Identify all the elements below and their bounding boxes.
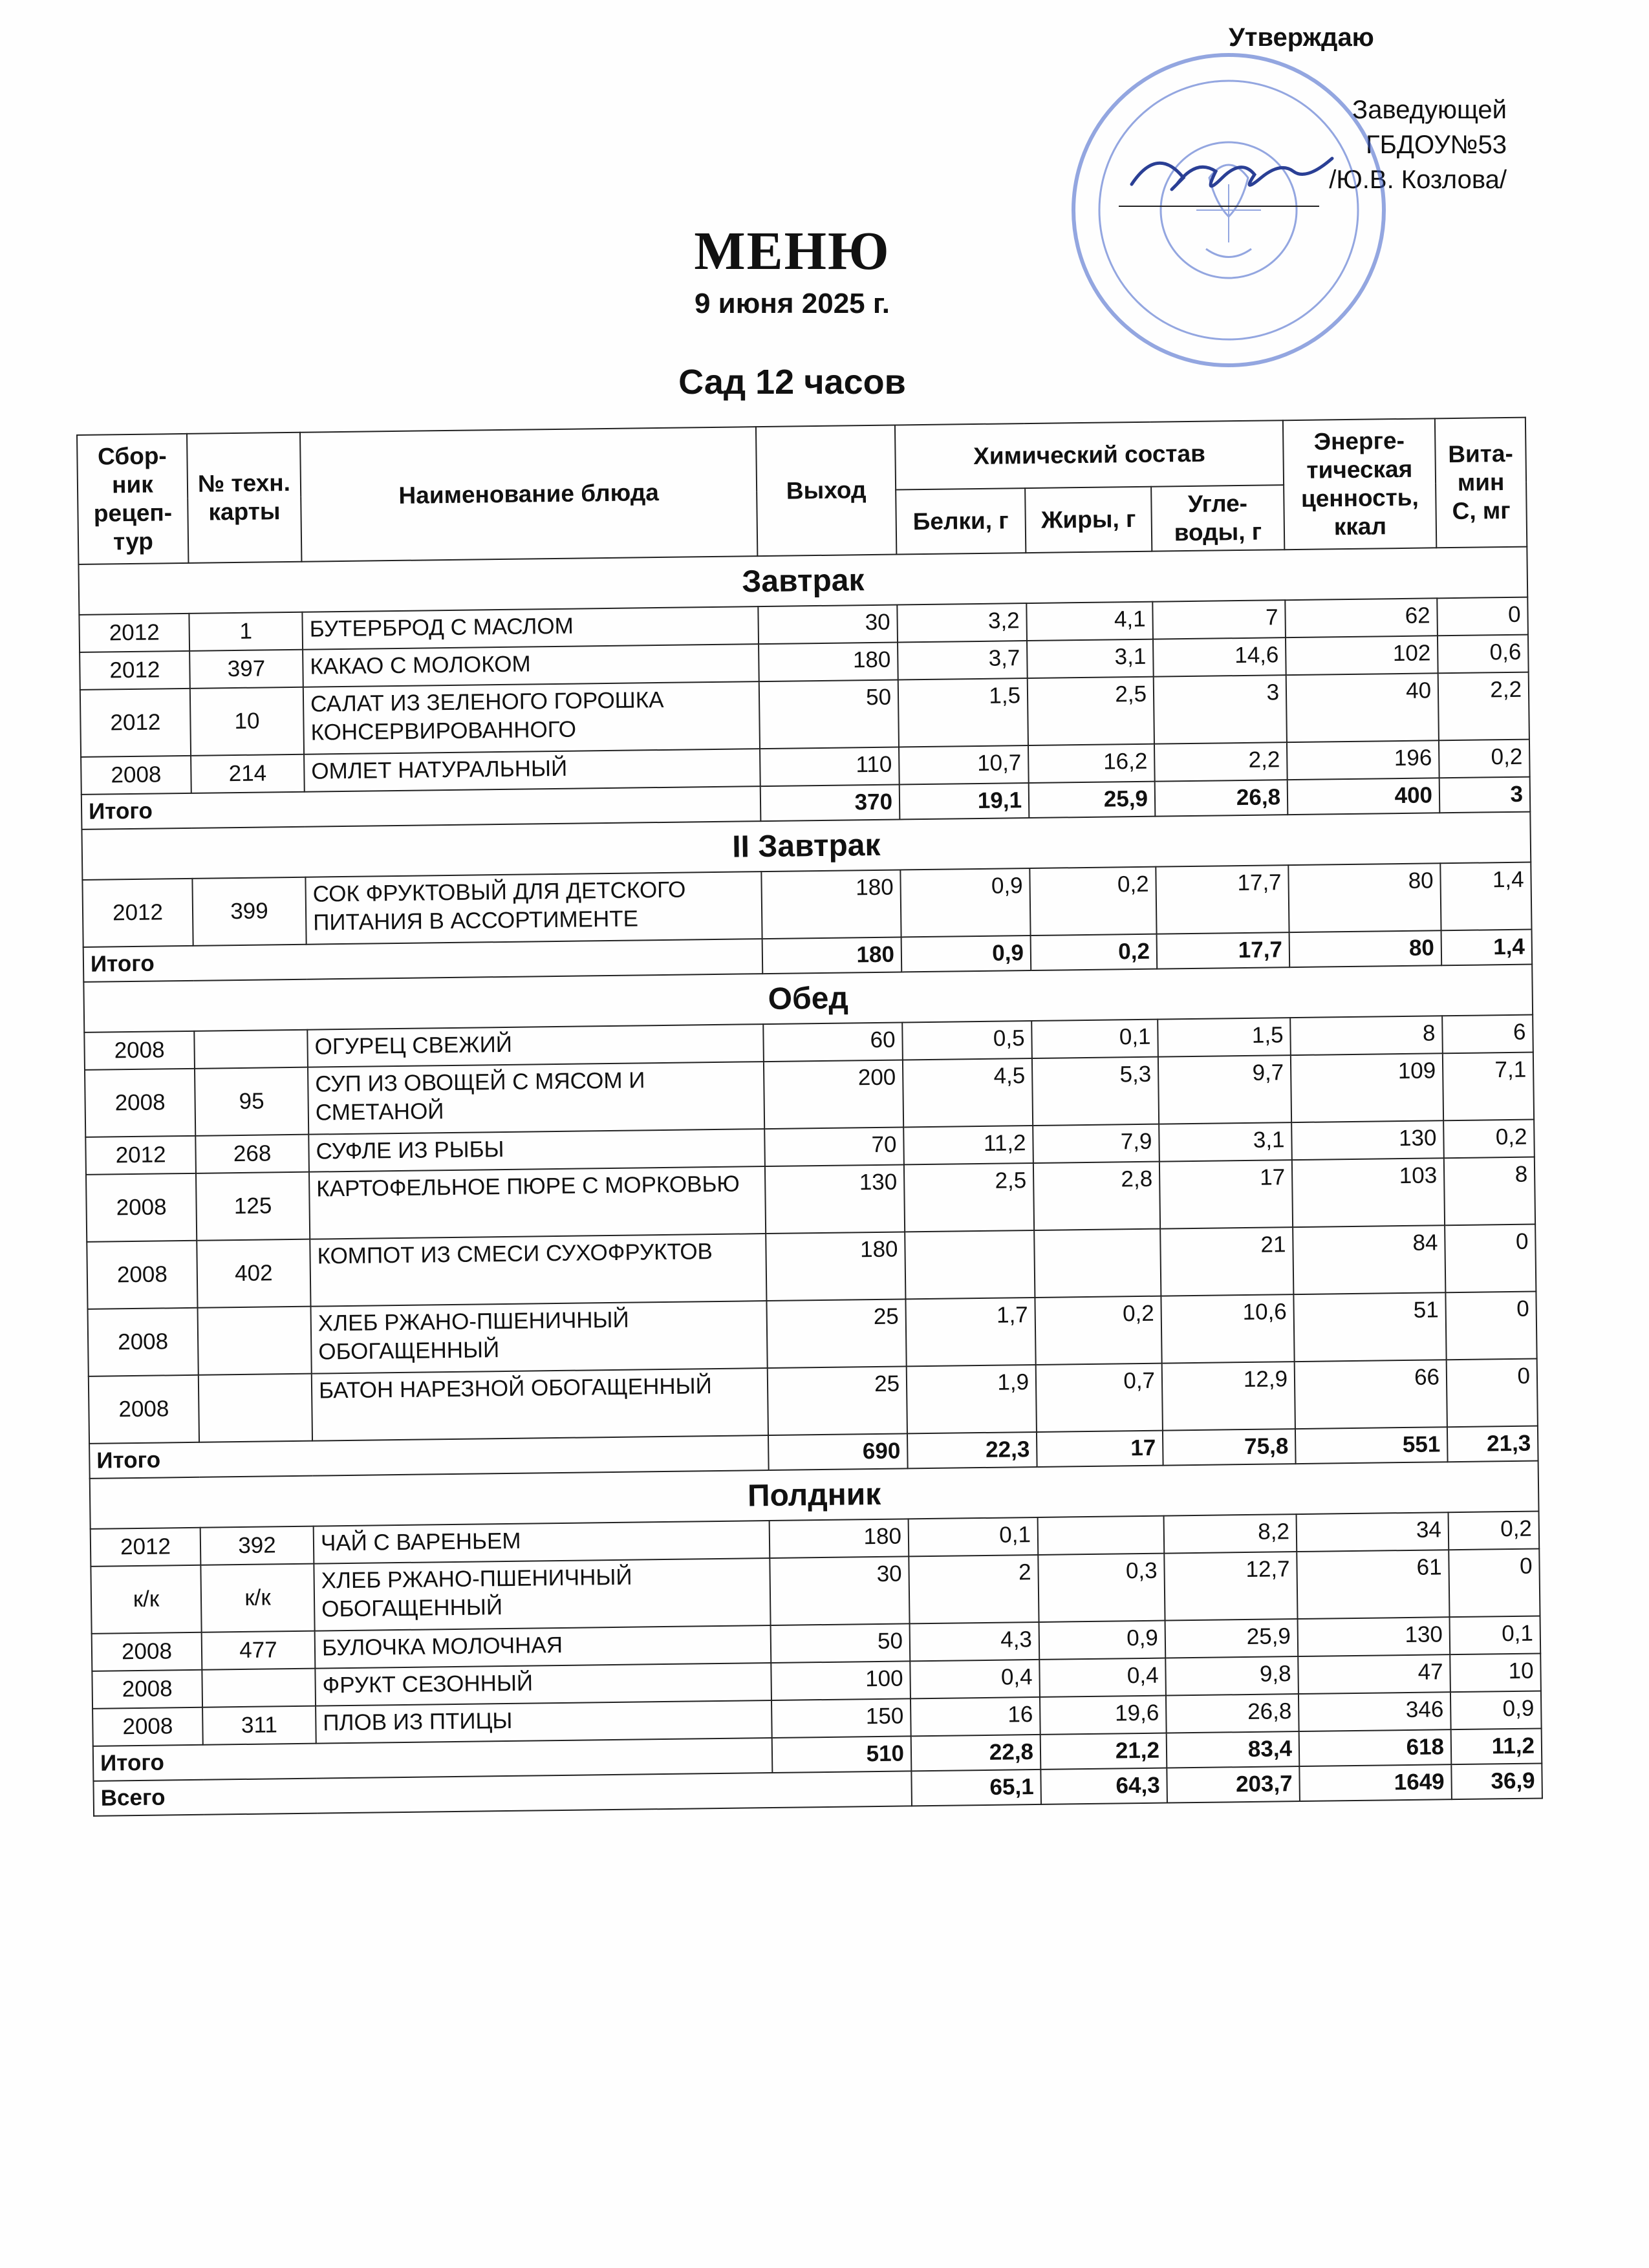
fat-cell: 19,6 [1040,1696,1167,1735]
collection-cell: 2008 [92,1632,202,1671]
section-title: Полдник [90,1461,1539,1529]
total-energy: 400 [1288,778,1440,815]
protein-cell: 0,1 [909,1517,1039,1556]
section-title: Обед [83,965,1533,1032]
section-title: Завтрак [78,547,1527,615]
total-portion: 370 [760,784,900,821]
total-protein: 22,3 [907,1432,1037,1468]
energy-cell: 8 [1290,1016,1443,1055]
carbs-cell: 9,7 [1158,1055,1291,1124]
vitamin-cell: 2,2 [1438,672,1529,741]
collection-cell: 2012 [91,1528,201,1567]
energy-cell: 47 [1298,1654,1450,1694]
total-protein: 19,1 [900,783,1029,819]
collection-cell: 2008 [92,1670,202,1709]
protein-cell: 4,5 [903,1058,1033,1127]
protein-cell: 3,2 [897,603,1027,642]
approval-organization: ГБДОУ№53 [1365,131,1507,159]
vitamin-cell: 0,2 [1443,1120,1535,1159]
grand-total-protein: 65,1 [911,1770,1041,1806]
collection-cell: 2008 [84,1031,195,1070]
carbs-cell: 12,7 [1164,1552,1297,1620]
dish-name-cell: БУЛОЧКА МОЛОЧНАЯ [315,1625,771,1669]
protein-cell: 2,5 [904,1163,1034,1232]
fat-cell: 3,1 [1027,639,1154,678]
carbs-cell: 25,9 [1165,1619,1299,1658]
dish-name-cell: КОМПОТ ИЗ СМЕСИ СУХОФРУКТОВ [310,1234,766,1307]
portion-cell: 50 [771,1623,911,1663]
carbs-cell: 17 [1159,1160,1293,1228]
total-label: Итого [89,1435,769,1479]
grand-total-fat: 64,3 [1040,1768,1167,1804]
energy-cell: 109 [1291,1053,1443,1122]
total-carbs: 75,8 [1163,1429,1296,1466]
fat-cell: 0,4 [1039,1658,1166,1697]
total-carbs: 26,8 [1155,780,1288,817]
carbs-cell: 3,1 [1159,1122,1292,1162]
total-label: Итого [83,939,763,982]
vitamin-cell: 0 [1449,1548,1540,1617]
total-protein: 22,8 [911,1735,1041,1771]
grand-total-vitamin: 36,9 [1451,1763,1542,1799]
official-stamp [1067,48,1390,372]
fat-cell [1034,1229,1161,1298]
carbs-cell: 2,2 [1154,742,1288,782]
dish-name-cell: ХЛЕБ РЖАНО-ПШЕНИЧНЫЙ ОБОГАЩЕННЫЙ [311,1301,768,1374]
total-fat: 25,9 [1029,782,1156,818]
fat-cell: 0,1 [1031,1020,1158,1058]
portion-cell: 100 [771,1661,911,1700]
dish-name-cell: ФРУКТ СЕЗОННЫЙ [315,1663,771,1706]
carbs-cell: 26,8 [1166,1694,1299,1733]
fat-cell: 7,9 [1033,1124,1159,1163]
protein-cell: 10,7 [899,745,1029,784]
carbs-cell: 14,6 [1153,637,1286,677]
document-date: 9 июня 2025 г. [694,288,890,319]
header-dish: Наименование блюда [300,427,757,562]
carbs-cell: 21 [1160,1227,1293,1296]
card-cell: 402 [197,1239,310,1308]
total-fat: 21,2 [1040,1733,1167,1770]
vitamin-cell: 0 [1445,1292,1536,1360]
approval-heading: Утверждаю [1229,23,1374,52]
energy-cell: 102 [1286,636,1438,675]
vitamin-cell: 0 [1447,1359,1538,1428]
fat-cell: 16,2 [1028,744,1155,783]
header-collection: Сбор-ник рецеп-тур [77,434,188,564]
card-cell: к/к [200,1564,314,1632]
carbs-cell: 9,8 [1165,1656,1299,1696]
header-vitamin: Вита-мин С, мг [1435,418,1527,548]
card-cell [202,1669,316,1707]
energy-cell: 130 [1298,1617,1450,1656]
approval-role: Заведующей [1352,96,1507,124]
grand-total-carbs: 203,7 [1167,1766,1300,1803]
vitamin-cell: 0,1 [1450,1616,1541,1654]
collection-cell: 2012 [79,614,189,652]
total-fat: 0,2 [1031,934,1158,970]
menu-table-body [78,547,1542,1816]
portion-cell: 200 [764,1060,903,1129]
vitamin-cell: 6 [1442,1015,1533,1054]
portion-cell: 60 [763,1022,903,1062]
total-vitamin: 3 [1439,777,1531,813]
total-portion: 690 [768,1433,908,1470]
protein-cell: 11,2 [903,1126,1033,1164]
total-energy: 618 [1299,1729,1452,1766]
dish-name-cell: САЛАТ ИЗ ЗЕЛЕНОГО ГОРОШКА КОНСЕРВИРОВАННОГО [303,681,760,754]
approval-name: /Ю.В. Козлова/ [1329,166,1507,194]
portion-cell: 130 [765,1164,905,1234]
menu-table [76,417,1543,1817]
vitamin-cell: 0,2 [1449,1511,1540,1550]
fat-cell: 0,9 [1039,1621,1166,1660]
energy-cell: 66 [1295,1360,1447,1429]
carbs-cell: 3 [1154,675,1287,744]
energy-cell: 130 [1291,1120,1444,1160]
portion-cell: 110 [760,747,900,786]
vitamin-cell: 1,4 [1440,862,1531,931]
vitamin-cell: 7,1 [1443,1053,1534,1121]
portion-cell: 180 [759,643,898,682]
vitamin-cell: 10 [1450,1653,1541,1692]
vitamin-cell: 0,2 [1439,740,1530,778]
vitamin-cell: 0 [1437,597,1528,636]
card-cell: 392 [200,1526,314,1565]
energy-cell: 40 [1286,673,1439,742]
signature-mark [1125,139,1339,204]
header-portion: Выход [756,425,896,557]
total-protein: 0,9 [901,936,1031,972]
protein-cell: 4,3 [910,1622,1040,1661]
collection-cell: 2012 [80,689,191,757]
total-energy: 551 [1295,1427,1448,1464]
total-fat: 17 [1037,1431,1163,1467]
collection-cell: 2008 [87,1241,197,1309]
dish-name-cell: СУФЛЕ ИЗ РЫБЫ [308,1129,765,1172]
card-cell: 268 [195,1135,309,1173]
protein-cell: 0,9 [900,868,1030,937]
dish-name-cell: ОМЛЕТ НАТУРАЛЬНЫЙ [304,749,760,792]
header-chemical: Химический состав [895,420,1284,489]
vitamin-cell: 0,6 [1438,635,1529,674]
card-cell: 477 [202,1631,316,1670]
card-cell: 399 [192,877,306,946]
total-portion: 510 [772,1736,912,1773]
dish-name-cell: ПЛОВ ИЗ ПТИЦЫ [316,1700,772,1744]
portion-cell: 50 [759,680,899,749]
collection-cell: 2012 [82,879,193,947]
total-carbs: 83,4 [1167,1731,1300,1768]
protein-cell: 0,5 [902,1021,1032,1060]
dish-name-cell: СУП ИЗ ОВОЩЕЙ С МЯСОМ И СМЕТАНОЙ [308,1062,764,1135]
energy-cell: 196 [1287,740,1439,780]
dish-name-cell: БУТЕРБРОД С МАСЛОМ [302,606,759,650]
dish-name-cell: КАРТОФЕЛЬНОЕ ПЮРЕ С МОРКОВЬЮ [309,1166,766,1239]
total-label: Итого [93,1738,773,1781]
collection-cell: 2008 [85,1069,195,1137]
portion-cell: 180 [761,870,901,939]
protein-cell: 1,5 [898,678,1028,747]
energy-cell: 80 [1288,863,1441,932]
collection-cell: к/к [91,1565,201,1634]
energy-cell: 34 [1297,1512,1449,1552]
carbs-cell: 7 [1152,600,1286,639]
card-cell: 95 [195,1067,308,1136]
dish-name-cell: ЧАЙ С ВАРЕНЬЕМ [314,1521,770,1564]
fat-cell: 0,2 [1035,1296,1161,1365]
fat-cell [1038,1516,1165,1555]
document-title: МЕНЮ [694,221,890,281]
dish-name-cell: ОГУРЕЦ СВЕЖИЙ [307,1024,764,1067]
portion-cell: 30 [758,605,898,645]
protein-cell: 3,7 [898,641,1028,679]
vitamin-cell: 8 [1444,1157,1535,1226]
dish-name-cell: СОК ФРУКТОВЫЙ ДЛЯ ДЕТСКОГО ПИТАНИЯ В АССОРТИМЕНТЕ [305,872,762,945]
card-cell: 397 [189,650,303,689]
protein-cell: 1,9 [907,1365,1037,1433]
collection-cell: 2008 [88,1308,199,1376]
dish-name-cell: БАТОН НАРЕЗНОЙ ОБОГАЩЕННЫЙ [312,1368,768,1441]
carbs-cell: 10,6 [1161,1294,1294,1363]
grand-total-energy: 1649 [1299,1764,1452,1801]
total-vitamin: 11,2 [1451,1728,1542,1764]
total-carbs: 17,7 [1157,932,1290,969]
energy-cell: 103 [1292,1158,1445,1227]
fat-cell: 4,1 [1026,602,1153,641]
collection-cell: 2008 [92,1707,203,1746]
carbs-cell: 1,5 [1158,1018,1291,1057]
header-card: № техн. карты [187,433,301,563]
carbs-cell: 8,2 [1164,1514,1297,1554]
portion-cell: 150 [771,1698,911,1738]
fat-cell: 5,3 [1032,1057,1159,1126]
protein-cell [905,1230,1035,1299]
fat-cell: 2,5 [1028,677,1154,745]
portion-cell: 25 [766,1299,906,1368]
document-group: Сад 12 часов [678,363,906,401]
collection-cell: 2008 [81,756,191,795]
card-cell [199,1374,312,1442]
fat-cell: 0,7 [1036,1364,1163,1432]
dish-name-cell: ХЛЕБ РЖАНО-ПШЕНИЧНЫЙ ОБОГАЩЕННЫЙ [314,1558,770,1631]
energy-cell: 346 [1299,1692,1451,1731]
header-carbs: Угле-воды, г [1151,485,1284,551]
dish-name-cell: КАКАО С МОЛОКОМ [303,644,759,687]
fat-cell: 0,3 [1038,1554,1165,1622]
total-vitamin: 1,4 [1441,930,1533,966]
header-fat: Жиры, г [1025,487,1152,553]
total-portion: 180 [762,937,902,974]
collection-cell: 2008 [89,1375,199,1444]
card-cell: 10 [190,687,304,756]
grand-total-label: Всего [93,1771,912,1815]
fat-cell: 2,8 [1033,1162,1160,1230]
header-protein: Белки, г [896,488,1026,554]
collection-cell: 2012 [80,651,190,690]
portion-cell: 180 [766,1232,905,1301]
card-cell: 311 [202,1706,316,1745]
carbs-cell: 17,7 [1156,865,1289,934]
card-cell [198,1307,312,1375]
card-cell [194,1030,308,1069]
energy-cell: 84 [1293,1225,1445,1294]
vitamin-cell: 0,9 [1450,1691,1542,1729]
collection-cell: 2012 [85,1136,196,1175]
portion-cell: 25 [768,1366,907,1435]
portion-cell: 180 [770,1519,909,1558]
protein-cell: 1,7 [905,1298,1035,1366]
portion-cell: 70 [764,1127,904,1166]
carbs-cell: 12,9 [1162,1362,1295,1430]
card-cell: 125 [196,1172,310,1241]
protein-cell: 2 [909,1555,1039,1623]
card-cell: 214 [191,754,305,793]
collection-cell: 2008 [86,1173,197,1242]
protein-cell: 0,4 [910,1660,1040,1698]
energy-cell: 62 [1285,598,1438,637]
card-cell: 1 [189,612,303,651]
total-label: Итого [81,786,761,829]
total-vitamin: 21,3 [1447,1426,1538,1462]
energy-cell: 61 [1297,1550,1449,1619]
protein-cell: 16 [911,1697,1040,1736]
total-energy: 80 [1289,930,1442,967]
portion-cell: 30 [770,1556,909,1625]
header-energy: Энерге-тическая ценность, ккал [1283,418,1436,550]
fat-cell: 0,2 [1029,867,1156,936]
signature-line [1119,206,1319,207]
vitamin-cell: 0 [1445,1225,1536,1293]
section-title: II Завтрак [81,812,1531,880]
energy-cell: 51 [1293,1292,1446,1362]
